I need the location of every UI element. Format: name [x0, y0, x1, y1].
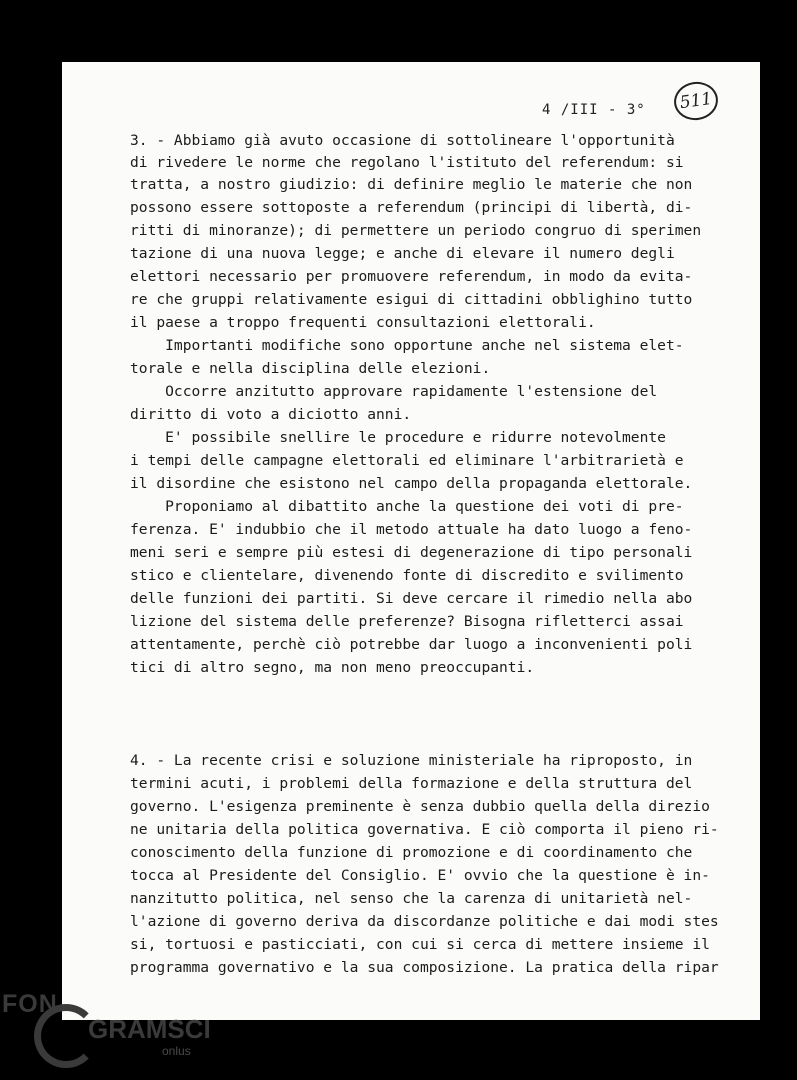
page-number-stamp: 511: [672, 79, 721, 123]
text-line: Occorre anzitutto approvare rapidamente l'estensione del: [130, 383, 658, 400]
text-line: torale e nella disciplina delle elezioni.: [130, 360, 491, 377]
text-line: attentamente, perchè ciò potrebbe dar luogo a inconvenienti poli: [130, 636, 693, 653]
text-line: il paese a troppo frequenti consultazioni elettorali.: [130, 314, 596, 331]
text-line: meni seri e sempre più estesi di degenerazione di tipo personali: [130, 544, 693, 561]
text-line: re che gruppi relativamente esigui di cittadini obblighino tutto: [130, 291, 693, 308]
text-line: termini acuti, i problemi della formazione e della struttura del: [130, 775, 693, 792]
text-line: programma governativo e la sua composizione. La pratica della ripar: [130, 959, 719, 976]
text-line: 4. - La recente crisi e soluzione ministeriale ha riproposto, in: [130, 752, 693, 769]
page-reference: 4 /III - 3°: [542, 102, 646, 118]
text-line: elettori necessario per promuovere referendum, in modo da evita-: [130, 268, 693, 285]
text-line: E' possibile snellire le procedure e ridurre notevolmente: [130, 429, 666, 446]
text-line: l'azione di governo deriva da discordanze politiche e dai modi stes: [130, 913, 719, 930]
logo-text-fon: FON: [2, 990, 58, 1018]
text-line: possono essere sottoposte a referendum (principi di libertà, di-: [130, 199, 693, 216]
text-line: ritti di minoranze); di permettere un periodo congruo di sperimen: [130, 222, 702, 239]
text-line: i tempi delle campagne elettorali ed eliminare l'arbitrarietà e: [130, 452, 684, 469]
text-line: il disordine che esistono nel campo della propaganda elettorale.: [130, 475, 693, 492]
text-line: lizione del sistema delle preferenze? Bisogna rifletterci assai: [130, 613, 684, 630]
text-line: tocca al Presidente del Consiglio. E' ovvio che la questione è in-: [130, 867, 710, 884]
text-line: tratta, a nostro giudizio: di definire meglio le materie che non: [130, 176, 693, 193]
text-line: di rivedere le norme che regolano l'istituto del referendum: si: [130, 154, 684, 171]
text-line: 3. - Abbiamo già avuto occasione di sottolineare l'opportunità: [130, 132, 675, 149]
text-line: diritto di voto a diciotto anni.: [130, 406, 412, 423]
text-line: ne unitaria della politica governativa. E ciò comporta il pieno ri-: [130, 821, 719, 838]
text-line: ferenza. E' indubbio che il metodo attuale ha dato luogo a feno-: [130, 521, 693, 538]
fondazione-gramsci-logo: [0, 990, 230, 1080]
logo-text-gramsci: GRAMSCI: [88, 1014, 211, 1044]
text-line: tici di altro segno, ma non meno preoccupanti.: [130, 659, 535, 676]
text-line: nanzitutto politica, nel senso che la carenza di unitarietà nel-: [130, 890, 693, 907]
text-line: tazione di una nuova legge; e anche di elevare il numero degli: [130, 245, 675, 262]
text-line: Importanti modifiche sono opportune anche nel sistema elet-: [130, 337, 684, 354]
logo-text-onlus: onlus: [162, 1044, 191, 1058]
document-page: [62, 62, 760, 1020]
text-line: Proponiamo al dibattito anche la questione dei voti di pre-: [130, 498, 684, 515]
text-line: governo. L'esigenza preminente è senza dubbio quella della direzio: [130, 798, 710, 815]
text-line: si, tortuosi e pasticciati, con cui si cerca di mettere insieme il: [130, 936, 710, 953]
text-line: conoscimento della funzione di promozione e di coordinamento che: [130, 844, 693, 861]
text-line: stico e clientelare, divenendo fonte di discredito e svilimento: [130, 567, 684, 584]
text-line: delle funzioni dei partiti. Si deve cercare il rimedio nella abo: [130, 590, 693, 607]
